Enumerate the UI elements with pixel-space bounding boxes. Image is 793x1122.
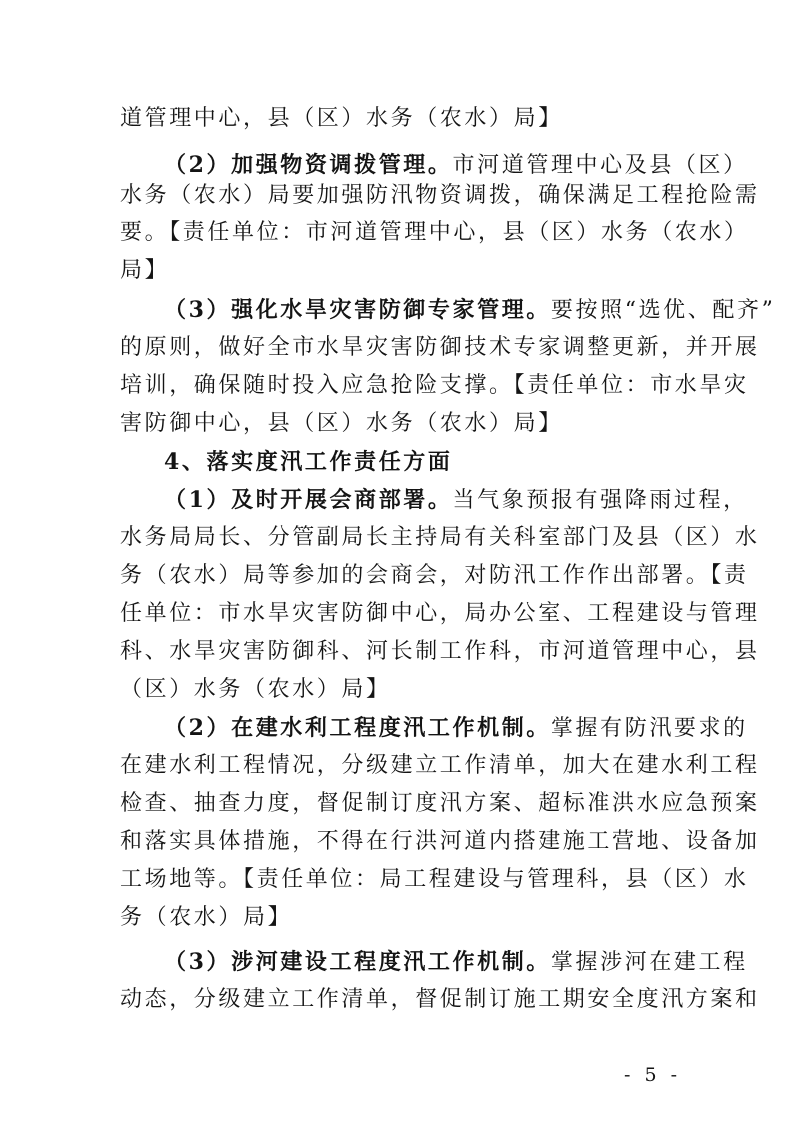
section-heading-line xyxy=(164,447,453,477)
body-line: （区）水务（农水）局】 xyxy=(120,677,391,702)
body-line: 任单位：市水旱灾害防御中心，局办公室、工程建设与管理 xyxy=(120,601,760,626)
body-line: 要。【责任单位：市河道管理中心，县（区）水务（农水） xyxy=(120,220,749,245)
body-line: 动态，分级建立工作清单，督促制订施工期安全度汛方案和 xyxy=(120,987,760,1012)
body-line: 的原则，做好全市水旱灾害防御技术专家调整更新，并开展 xyxy=(120,335,760,360)
subsection-title: （2）在建水利工程度汛工作机制。 xyxy=(164,715,551,741)
subsection-title: （3）涉河建设工程度汛工作机制。 xyxy=(164,949,551,975)
body-line: 水务（农水）局要加强防汛物资调拨，确保满足工程抢险需 xyxy=(120,183,760,208)
body-line: 局】 xyxy=(120,258,170,283)
subsection-heading-line: （1）及时开展会商部署。当气象预报有强降雨过程， xyxy=(164,487,748,513)
subsection-title: （1）及时开展会商部署。 xyxy=(164,487,453,513)
subsection-heading-line: （2）在建水利工程度汛工作机制。掌握有防汛要求的 xyxy=(164,715,748,741)
body-line: 在建水利工程情况，分级建立工作清单，加大在建水利工程 xyxy=(120,753,760,778)
subsection-title: （2）加强物资调拨管理。 xyxy=(164,152,453,178)
body-line: 科、水旱灾害防御科、河长制工作科，市河道管理中心，县 xyxy=(120,639,760,664)
body-line: 害防御中心，县（区）水务（农水）局】 xyxy=(120,411,563,436)
body-line: 和落实具体措施，不得在行洪河道内搭建施工营地、设备加 xyxy=(120,829,760,854)
subsection-heading-line: （3）涉河建设工程度汛工作机制。掌握涉河在建工程 xyxy=(164,949,748,975)
body-line: 培训，确保随时投入应急抢险支撑。【责任单位：市水旱灾 xyxy=(120,373,749,398)
body-line: 水务局局长、分管副局长主持局有关科室部门及县（区）水 xyxy=(120,525,760,550)
subsection-title: （3）强化水旱灾害防御专家管理。 xyxy=(164,297,551,323)
page-number: - 5 - xyxy=(624,1064,682,1086)
body-line: 道管理中心，县（区）水务（农水）局】 xyxy=(120,106,563,131)
body-line: 务（农水）局等参加的会商会，对防汛工作作出部署。【责 xyxy=(120,563,749,588)
body-line: 务（农水）局】 xyxy=(120,905,293,930)
body-line: 检查、抽查力度，督促制订度汛方案、超标准洪水应急预案 xyxy=(120,791,760,816)
section-title: 4、落实度汛工作责任方面 xyxy=(164,449,453,475)
subsection-heading-line: （2）加强物资调拨管理。市河道管理中心及县（区） xyxy=(164,152,748,178)
body-line: 工场地等。【责任单位：局工程建设与管理科，县（区）水 xyxy=(120,867,749,892)
subsection-heading-line: （3）强化水旱灾害防御专家管理。要按照“选优、配齐” xyxy=(164,297,776,323)
